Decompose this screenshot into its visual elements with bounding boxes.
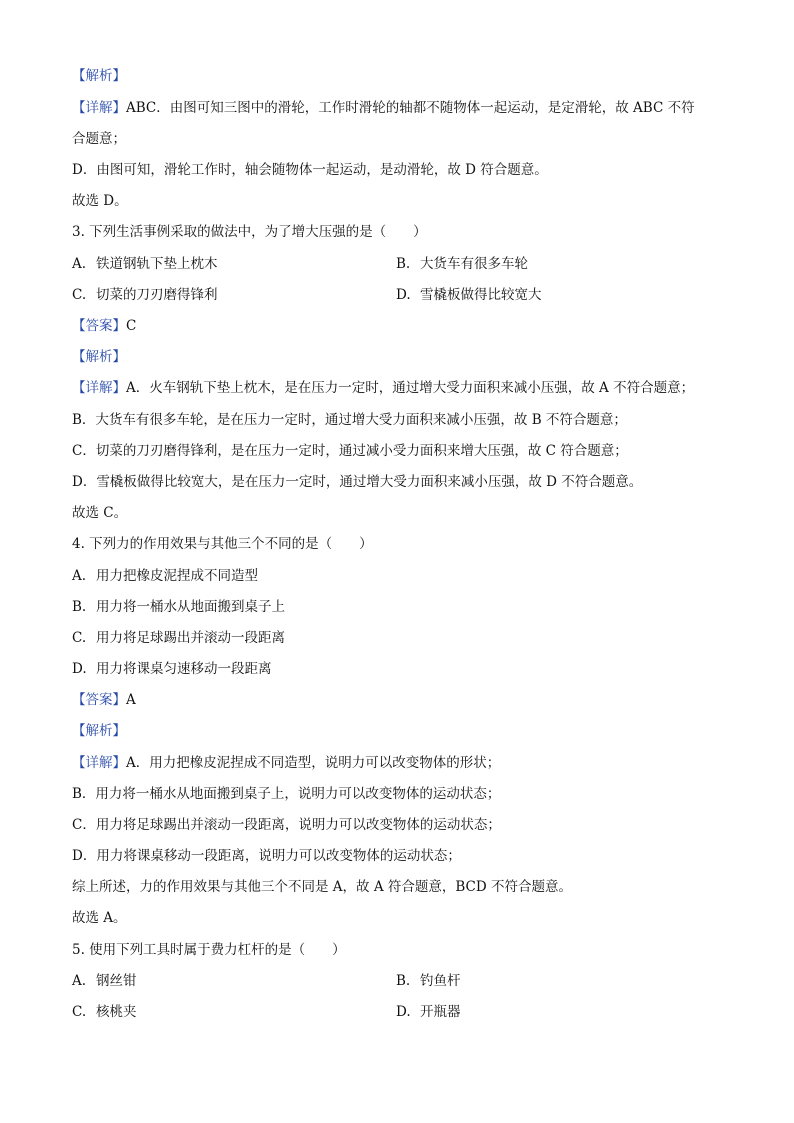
q3-option-a: A. 铁道钢轨下垫上枕木 bbox=[72, 256, 218, 272]
detail-line: 合题意； bbox=[72, 131, 126, 147]
q4-option-a: A. 用力把橡皮泥捏成不同造型 bbox=[72, 568, 258, 584]
detail-line: 【详解】ABC．由图可知三图中的滑轮，工作时滑轮的轴都不随物体一起运动，是定滑轮，故 ABC 不符 bbox=[72, 100, 695, 116]
detail-line: B．大货车有很多车轮，是在压力一定时，通过增大受力面积来减小压强，故 B 不符合题意； bbox=[72, 412, 627, 428]
question-4-stem: 4. 下列力的作用效果与其他三个不同的是（ ） bbox=[72, 536, 373, 552]
q4-option-d: D. 用力将课桌匀速移动一段距离 bbox=[72, 661, 272, 677]
q3-option-c: C. 切菜的刀刃磨得锋利 bbox=[72, 287, 218, 303]
q5-option-a: A. 钢丝钳 bbox=[72, 973, 137, 989]
q5-option-c: C. 核桃夹 bbox=[72, 1004, 137, 1020]
detail-line: C．用力将足球踢出并滚动一段距离，说明力可以改变物体的运动状态； bbox=[72, 817, 501, 833]
detail-line: 【详解】A．火车钢轨下垫上枕木，是在压力一定时，通过增大受力面积来减小压强，故 A 不符合题意； bbox=[72, 380, 695, 396]
choose-line: 故选 D。 bbox=[72, 193, 128, 209]
detail-line: C．切菜的刀刃磨得锋利，是在压力一定时，通过减小受力面积来增大压强，故 C 符合题意； bbox=[72, 443, 628, 459]
question-5-stem: 5. 使用下列工具时属于费力杠杆的是（ ） bbox=[72, 942, 346, 958]
detail-line: D．由图可知，滑轮工作时，轴会随物体一起运动，是动滑轮，故 D 符合题意。 bbox=[72, 162, 548, 178]
choose-line: 故选 A。 bbox=[72, 910, 127, 926]
analysis-heading: 【解析】 bbox=[72, 68, 126, 84]
choose-line: 故选 C。 bbox=[72, 505, 128, 521]
q5-option-b: B. 钓鱼杆 bbox=[396, 973, 461, 989]
q4-option-c: C. 用力将足球踢出并滚动一段距离 bbox=[72, 630, 285, 646]
q3-option-d: D. 雪橇板做得比较宽大 bbox=[396, 287, 542, 303]
q4-option-b: B. 用力将一桶水从地面搬到桌子上 bbox=[72, 599, 285, 615]
q3-answer: 【答案】C bbox=[72, 318, 137, 334]
analysis-heading: 【解析】 bbox=[72, 349, 126, 365]
detail-line: D．用力将课桌移动一段距离，说明力可以改变物体的运动状态； bbox=[72, 848, 461, 864]
q5-option-d: D. 开瓶器 bbox=[396, 1004, 461, 1020]
q4-answer: 【答案】A bbox=[72, 692, 136, 708]
summary-line: 综上所述，力的作用效果与其他三个不同是 A，故 A 符合题意，BCD 不符合题意。 bbox=[72, 879, 572, 895]
question-3-stem: 3. 下列生活事例采取的做法中，为了增大压强的是（ ） bbox=[72, 224, 427, 240]
detail-line: D．雪橇板做得比较宽大，是在压力一定时，通过增大受力面积来减小压强，故 D 不符合题意。 bbox=[72, 474, 643, 490]
q3-option-b: B. 大货车有很多车轮 bbox=[396, 256, 528, 272]
analysis-heading: 【解析】 bbox=[72, 723, 126, 739]
detail-line: 【详解】A．用力把橡皮泥捏成不同造型，说明力可以改变物体的形状； bbox=[72, 755, 501, 771]
detail-line: B．用力将一桶水从地面搬到桌子上，说明力可以改变物体的运动状态； bbox=[72, 786, 501, 802]
